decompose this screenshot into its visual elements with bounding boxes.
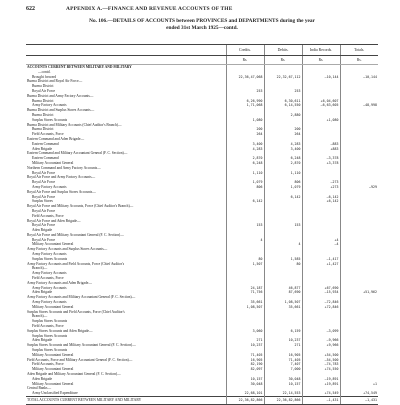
table-title	[26, 18, 378, 32]
row-debits: 1,110	[264, 171, 302, 176]
row-india-records: —1,417	[302, 257, 340, 262]
row-debits: 7,000	[264, 367, 302, 372]
row-description: Royal Air Force	[32, 180, 56, 185]
row-debits: 2,870	[264, 161, 302, 166]
row-india-records: —19,891	[302, 377, 340, 382]
row-debits: 71,405	[264, 358, 302, 363]
accounts-table	[26, 44, 378, 405]
row-description: ACCOUNTS CURRENT BETWEEN MILITARY AND MILITARY	[27, 65, 132, 69]
row-debits: 3,400	[264, 147, 302, 152]
total-debits: 22,36,82,866	[264, 396, 302, 404]
row-totals: —10,144	[340, 75, 378, 80]
unit-india-records: Rs.	[302, 56, 340, 65]
row-credits: 1,08,507	[226, 305, 264, 310]
row-credits: 4	[226, 238, 264, 243]
row-debits: 6,142	[264, 195, 302, 200]
row-debits: 35,661	[264, 305, 302, 310]
row-india-records: —273	[302, 180, 340, 185]
row-india-records: +19,891	[302, 382, 340, 387]
row-debits: 6,14,550	[264, 103, 302, 108]
row-description: Military Accountant General	[32, 242, 74, 247]
row-description: Eastern Command and Aden Brigade—	[27, 136, 85, 141]
row-india-records: —9,966	[302, 338, 340, 343]
row-totals: —48,998	[340, 103, 378, 108]
row-description: Aden Brigade	[32, 228, 53, 233]
row-credits: 22,68,101	[226, 391, 264, 396]
row-debits: 2,880	[264, 113, 302, 118]
row-india-records: +883	[302, 147, 340, 152]
column-header-debits: Debits.	[264, 45, 302, 56]
row-credits: 82,190	[226, 362, 264, 367]
row-debits: 22,32,67,112	[264, 75, 302, 80]
row-credits: 80	[226, 257, 264, 262]
row-india-records: +1,427	[302, 262, 340, 267]
row-india-records: +273	[302, 185, 340, 190]
row-description: Burma District	[32, 112, 54, 117]
row-description: Aden Brigade	[32, 290, 53, 295]
row-india-records: —883	[302, 142, 340, 147]
row-credits: 22,36,47,068	[226, 75, 264, 80]
row-credits: 6,26,990	[226, 99, 264, 104]
row-india-records: +72,846	[302, 305, 340, 310]
row-debits: 10,157	[264, 382, 302, 387]
row-india-records: +67,690	[302, 286, 340, 291]
row-credits: 1,079	[226, 180, 264, 185]
row-debits: 1,079	[264, 185, 302, 190]
row-description: Military Accountant General	[32, 381, 74, 386]
row-totals: +51,962	[340, 290, 378, 295]
row-description: Northern Command and Army Factory Accounts—	[27, 165, 101, 170]
row-debits: 16,905	[264, 353, 302, 358]
row-credits: 253	[226, 89, 264, 94]
row-description: Royal Air Force	[32, 208, 56, 213]
row-description: Army Factory Accounts	[32, 103, 67, 108]
row-description: Aden Brigade and Military Accountant General (F. C. Section)—	[27, 372, 121, 376]
row-description: Eastern Command and Military Accountant General (F. C. Section)—	[27, 151, 128, 156]
row-description: —contd.	[38, 69, 51, 74]
row-debits: 87,690	[264, 290, 302, 295]
row-description: Military Accountant General	[32, 367, 74, 372]
row-india-records: —10,144	[302, 75, 340, 80]
row-credits: 71,405	[226, 353, 264, 358]
total-label: TOTAL ACCOUNTS CURRENT BETWEEN MILITARY AND MILITARY	[26, 396, 226, 404]
row-india-records: +3,378	[302, 161, 340, 166]
row-description: Royal Air Force and Aden Brigade—	[27, 218, 81, 223]
row-description: Royal Air Force	[32, 194, 56, 199]
row-description: Field Accounts, Force	[32, 324, 64, 329]
row-debits: 22,14,553	[264, 391, 302, 396]
table-title-line-1: No. 106.—DETAILS OF ACCOUNTS between PROVINCES and DEPARTMENTS during the year	[89, 18, 315, 24]
row-description: Military Accountant General	[32, 160, 74, 165]
row-description: Eastern Command	[32, 156, 59, 161]
row-india-records: +9,966	[302, 343, 340, 348]
row-india-records: +6,142	[302, 199, 340, 204]
row-description: Surplus Stores Accounts	[32, 348, 68, 353]
row-india-records: —15,934	[302, 290, 340, 295]
row-totals: —929	[340, 185, 378, 190]
page-number: 622	[26, 6, 35, 12]
row-india-records: —72,846	[302, 300, 340, 305]
row-india-records: —6,142	[302, 195, 340, 200]
row-credits: 271	[226, 338, 264, 343]
row-credits: 82,097	[226, 367, 264, 372]
total-totals: —1,431	[340, 396, 378, 404]
row-credits: 4,283	[226, 147, 264, 152]
row-description: Branch)—	[32, 314, 48, 319]
row-description: Military Accountant General	[32, 304, 74, 309]
row-description: Burma District	[32, 98, 54, 103]
row-description: Army Factory Accounts and Surplus Stores Accounts—	[27, 247, 108, 252]
row-debits: 30,048	[264, 377, 302, 382]
column-header-description	[26, 45, 226, 56]
row-credits: 1,080	[226, 118, 264, 123]
row-description: Army Factory Accounts	[32, 252, 67, 257]
row-credits: 71,756	[226, 290, 264, 295]
row-debits: 200	[264, 127, 302, 132]
row-debits: 806	[264, 180, 302, 185]
row-india-records: +6,04,607	[302, 99, 340, 104]
row-debits: 271	[264, 343, 302, 348]
row-description: Burma District	[32, 127, 54, 132]
row-description: Military Accountant General	[32, 352, 74, 357]
row-debits: 46,877	[264, 286, 302, 291]
row-description: Army Factory Accounts	[32, 300, 67, 305]
row-debits: 7,407	[264, 362, 302, 367]
row-description: Eastern Command	[32, 141, 59, 146]
row-debits: 6,159	[264, 329, 302, 334]
row-description: Army Factory Accounts and Military Accountant General (F. C. Section)—	[27, 295, 136, 300]
running-header	[26, 6, 376, 16]
row-india-records: —4	[302, 242, 340, 247]
row-description: Surplus Stores Accounts and Aden Brigade—	[27, 328, 93, 333]
row-description: Burma District	[32, 84, 54, 89]
row-description: Surplus Stores Accounts and Military Accountant General (F. C. Section)—	[27, 343, 136, 348]
row-debits: 1,08,507	[264, 300, 302, 305]
row-india-records: +4	[302, 238, 340, 243]
row-description: Royal Air Force and Military Accountant General (F. C. Section)—	[27, 232, 124, 237]
row-credits: 1,71,068	[226, 103, 264, 108]
row-description: Surplus Stores Accounts	[32, 319, 68, 324]
row-description: Surplus Stores Accounts	[32, 117, 68, 122]
row-description: Aden Brigade	[32, 338, 53, 343]
row-debits: 6,30,611	[264, 99, 302, 104]
row-credits: 10,237	[226, 343, 264, 348]
table-body	[26, 65, 378, 397]
row-credits: 30,048	[226, 382, 264, 387]
units-row	[26, 56, 378, 65]
row-india-records: —3,378	[302, 156, 340, 161]
column-header-row	[26, 45, 378, 56]
row-credits: 200	[226, 127, 264, 132]
row-totals: +1	[340, 382, 378, 387]
row-description: Burma District and Army Factory Accounts—	[27, 93, 94, 98]
row-description: Field Accounts, Force and Military Accountant General (F. C. Section)—	[27, 357, 133, 362]
row-description: Army Factory Accounts	[32, 285, 67, 290]
row-description: Royal Air Force and Army Factory Accounts—	[27, 175, 96, 180]
row-india-records: +1,080	[302, 118, 340, 123]
row-debits: 264	[264, 132, 302, 137]
row-description: Field Accounts, Force	[32, 276, 64, 281]
row-debits: 10,237	[264, 338, 302, 343]
row-description: Royal Air Force and Military Accounts, Force (Chief Auditor's Branch)—	[27, 204, 134, 209]
table-title-line-2: ended 31st March 1925—contd.	[166, 25, 238, 31]
row-description: Royal Air Force and Surplus Stores Accounts—	[27, 189, 96, 194]
column-header-totals: Totals.	[340, 45, 378, 56]
row-debits: 153	[264, 223, 302, 228]
row-description: Field Accounts, Force	[32, 213, 64, 218]
row-description: Central Banks—	[27, 386, 52, 391]
row-description: Branch)—	[32, 266, 48, 271]
column-header-credits: Credits.	[226, 45, 264, 56]
row-credits: 16,905	[226, 358, 264, 363]
row-description: Aden Brigade	[32, 146, 53, 151]
row-description: Royal Air Force	[32, 237, 56, 242]
row-description: Army Factory Accounts	[32, 184, 67, 189]
row-description: Surplus Stores Accounts	[32, 333, 68, 338]
row-description: Surplus Stores Accounts and Field Accounts, Force (Chief Auditor's	[27, 309, 125, 314]
total-credits: 22,36,82,866	[226, 396, 264, 404]
unit-credits: Rs.	[226, 56, 264, 65]
row-india-records: +54,500	[302, 353, 340, 358]
row-totals: +74,549	[340, 391, 378, 396]
row-credits: 3,060	[226, 329, 264, 334]
row-credits: 806	[226, 185, 264, 190]
row-credits: 2,870	[226, 156, 264, 161]
row-india-records: —54,500	[302, 358, 340, 363]
row-credits: 264	[226, 132, 264, 137]
row-description: Burma District and Surplus Stores Accounts—	[27, 108, 95, 113]
row-description: Burma District and Royal Air Force—	[27, 79, 83, 84]
row-india-records: —6,63,605	[302, 103, 340, 108]
unit-totals: Rs.	[340, 56, 378, 65]
row-india-records: +74,550	[302, 367, 340, 372]
row-india-records: —74,783	[302, 362, 340, 367]
row-india-records: +74,549	[302, 391, 340, 396]
column-header-india-records: India Records.	[302, 45, 340, 56]
row-description: Royal Air Force	[32, 223, 56, 228]
row-credits: 1,110	[226, 171, 264, 176]
row-debits: 6,248	[264, 156, 302, 161]
unit-description	[26, 56, 226, 65]
row-description: Field Accounts, Force	[32, 132, 64, 137]
row-debits: 4,283	[264, 142, 302, 147]
row-description: Aden Brigade	[32, 376, 53, 381]
unit-debits: Rs.	[264, 56, 302, 65]
row-debits: 253	[264, 89, 302, 94]
row-credits: 1,507	[226, 262, 264, 267]
total-row	[26, 396, 378, 404]
row-description: Burma District and Military Accounts (Chief Auditor's Branch)—	[27, 122, 122, 127]
row-debits: 4	[264, 242, 302, 247]
row-debits: 80	[264, 262, 302, 267]
row-description: Army Unclassified Expenditure	[32, 391, 78, 396]
row-credits: 6,248	[226, 161, 264, 166]
row-description: Army Factory Accounts and Field Accounts, Force (Chief Auditor's	[27, 261, 125, 266]
row-credits: 24,187	[226, 286, 264, 291]
row-credits: 10,157	[226, 377, 264, 382]
row-description: Army Factory Accounts	[32, 271, 67, 276]
row-description: Brought forward	[32, 74, 57, 79]
row-description: Surplus Stores Accounts	[32, 256, 68, 261]
total-india-records: —1,431	[302, 396, 340, 404]
row-credits: 6,142	[226, 199, 264, 204]
row-credits: 3,400	[226, 142, 264, 147]
row-india-records: —3,099	[302, 329, 340, 334]
row-debits: 1,585	[264, 257, 302, 262]
row-description: Army Factory Accounts and Aden Brigade—	[27, 280, 92, 285]
running-head-text: APPENDIX A.—FINANCE AND REVENUE ACCOUNTS OF THE	[66, 6, 233, 12]
row-description: Royal Air Force	[32, 88, 56, 93]
row-credits: 153	[226, 223, 264, 228]
row-credits: 35,661	[226, 300, 264, 305]
row-description: Field Accounts, Force	[32, 362, 64, 367]
row-description: Surplus Stores	[32, 199, 53, 204]
row-description: Royal Air Force	[32, 170, 56, 175]
